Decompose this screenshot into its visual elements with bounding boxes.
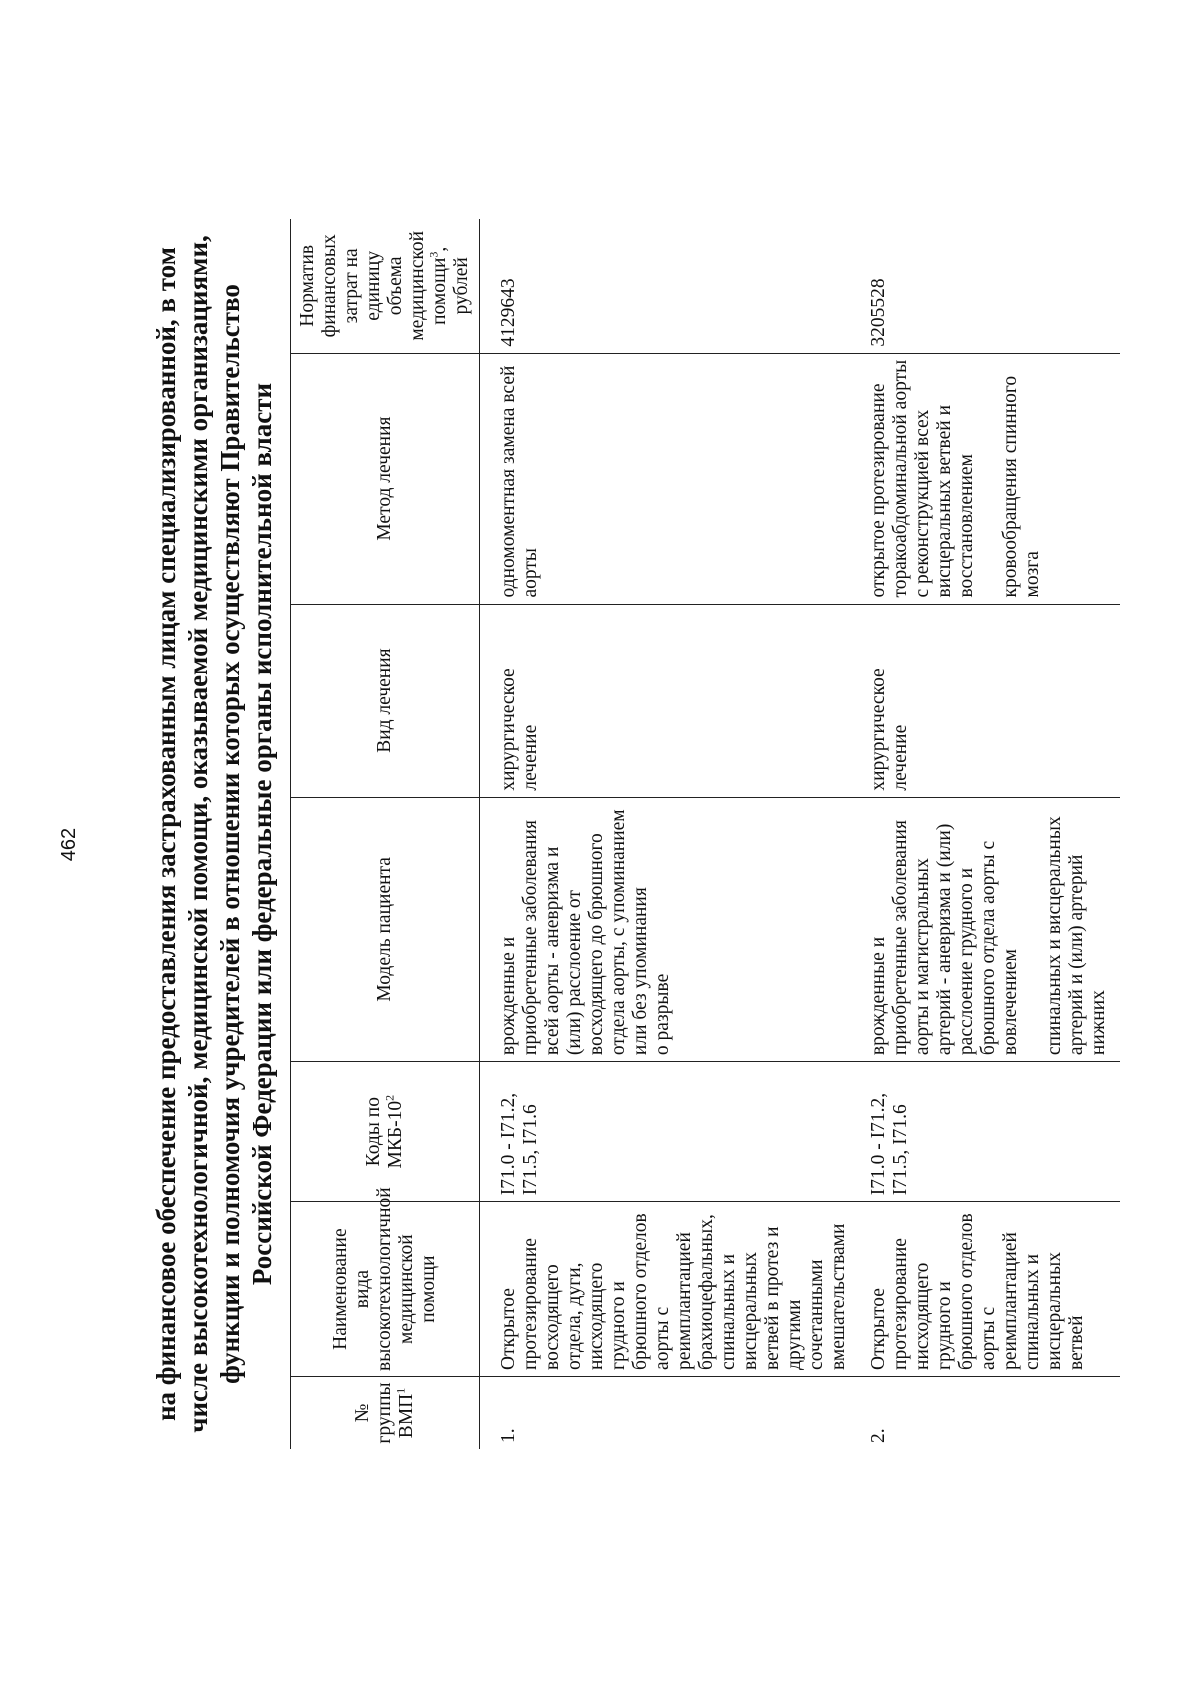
header-icd-codes: Коды по МКБ-$10^2$ xyxy=(291,1062,480,1202)
cell-patient-model xyxy=(480,797,861,1061)
patient-model-text-continued: о разрыве xyxy=(652,973,673,1056)
cell-treatment-type: хирургическое лечение xyxy=(860,604,1120,797)
cell-cost-norm: 4129643 xyxy=(480,219,861,353)
patient-model-text: врожденные и приобретенные заболевания всей аорты - аневризма и (или) расслоение от восходящего до брюшного отдела аорты, с упоминанием или без упоминания xyxy=(498,809,651,1056)
table-header-row xyxy=(291,219,480,1449)
header-patient-model: Модель пациента xyxy=(291,797,480,1061)
header-treatment-method: Метод лечения xyxy=(291,353,480,604)
table-row xyxy=(480,219,861,1449)
header-treatment-type: Вид лечения xyxy=(291,604,480,797)
treatment-method-text: открытое протезирование торакоабдоминальной аорты с реконструкцией всех висцеральных ветвей и восстановлением xyxy=(868,359,977,598)
header-care-type-name: Наименование вида высокотехнологичной медицинской помощи xyxy=(291,1202,480,1377)
cell-icd-codes: I71.0 - I71.2, I71.5, I71.6 xyxy=(480,1062,861,1202)
cell-group-number: 2. xyxy=(860,1376,1120,1449)
header-cost-norm: Норматив финансовых затрат на единицу объема медицинской помощи$^3$, рублей xyxy=(291,219,480,353)
header-group-number: № группы ВМП$^1$ xyxy=(291,1376,480,1449)
patient-model-text: врожденные и приобретенные заболевания аорты и магистральных артерий - аневризма и (или) расслоение грудного и брюшного отдела аорты с вовлечением xyxy=(868,820,1021,1056)
treatment-method-text: одномоментная замена всей аорты xyxy=(498,365,541,598)
document-title: на финансовое обеспечение предоставления застрахованным лицам специализированной, в том числе высокотехнологичной, медицинской помощи, оказываемой медицинскими организациями, функции и полномочия учредителей в отношении которых осуществляют Правительство Российской Федерации или федеральные органы исполнительной власти xyxy=(151,235,277,1433)
cell-cost-norm: 3205528 xyxy=(860,219,1120,353)
cell-icd-codes: I71.0 - I71.2, I71.5, I71.6 xyxy=(860,1062,1120,1202)
patient-model-text-continued: спинальных и висцеральных артерий и (или) артерий нижних xyxy=(1044,816,1109,1056)
cell-treatment-method xyxy=(860,353,1120,604)
cell-treatment-type: хирургическое лечение xyxy=(480,604,861,797)
cell-care-type-name: Открытое протезирование нисходящего грудного и брюшного отделов аорты с реимплантацией спинальных и висцеральных ветвей xyxy=(860,1202,1120,1377)
cell-care-type-name: Открытое протезирование восходящего отдела, дуги, нисходящего грудного и брюшного отделов аорты с реимплантацией брахиоцефальных, спинальных и висцеральных ветвей в протез и другими сочетанными вмешательствами xyxy=(480,1202,861,1377)
treatment-method-text-continued: кровообращения спинного мозга xyxy=(1000,375,1043,598)
page-number: 462 xyxy=(58,827,80,862)
cell-patient-model xyxy=(860,797,1120,1061)
vmp-table xyxy=(290,219,1120,1449)
cell-group-number: 1. xyxy=(480,1376,861,1449)
table-row xyxy=(860,219,1120,1449)
cell-treatment-method xyxy=(480,353,861,604)
